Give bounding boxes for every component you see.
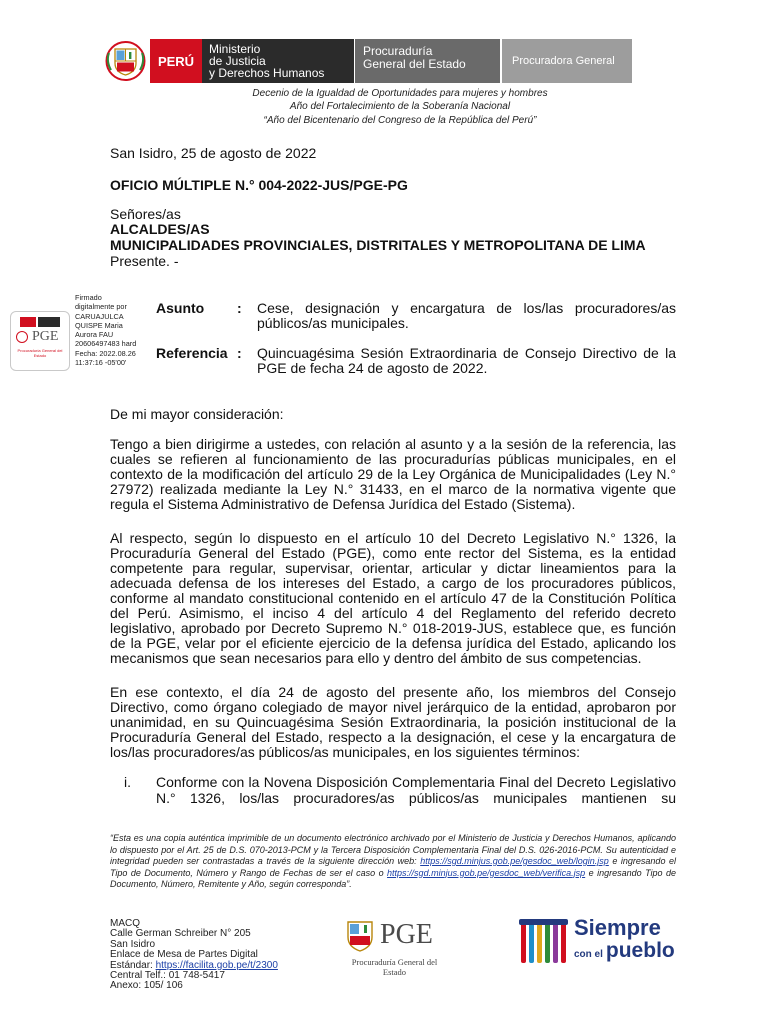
oficio-number: OFICIO MÚLTIPLE N.° 004-2022-JUS/PGE-PG (110, 177, 408, 193)
recipient-line: MUNICIPALIDADES PROVINCIALES, DISTRITALES Y METROPOLITANA DE LIMA (110, 237, 646, 253)
slogan-big: pueblo (605, 939, 675, 962)
ministry-line: y Derechos Humanos (209, 66, 325, 80)
paragraph: En ese contexto, el día 24 de agosto del presente año, los miembros del Consejo Directivo, como órgano colegiado de mayor nivel jerárquico de la entidad, aprobaron por unanimidad, en su Quincuagésima Sesión Extraordinaria, la posición institucional de la Procuraduría General del Estado, respecto a la designación, el cese y la encargatura de los/las procuradores/as públicos/as municipales, en los siguientes términos: (110, 684, 676, 760)
seal-mini-icon (16, 331, 28, 343)
pge-footer-logo (342, 915, 447, 985)
people-figures-icon (518, 916, 570, 968)
asunto-colon: : (237, 300, 242, 316)
referencia-text: PGE de fecha 24 de agosto de 2022. (257, 360, 488, 376)
paragraph: Al respecto, según lo dispuesto en el artículo 10 del Decreto Legislativo N.° 1326, la Procuraduría General del Estado (PGE), como ente rector del Sistema, es la entidad competente para regular, supervisar, orientar, articular y dictar lineamientos para la adecuada defensa de los intereses del Estado, a cargo de los procuradores públicos, conforme al mandato constitucional contenido en el artículo 47 de la Constitución Política del Perú. Asimismo, el inciso 4 del artículo 4 del Reglamento del referido decreto legislativo, aprobado por Decreto Supremo N.° 018-2019-JUS, establece que, es función de la PGE, velar por el eficiente ejercicio de la defensa jurídica del Estado, aplicando los mecanismos que sean necesarios para ello y dentro del ámbito de sus competencias. (110, 530, 676, 666)
pge-mini-logo: PGE (32, 329, 59, 344)
list-marker: i. (124, 774, 131, 790)
siempre-con-el-pueblo-logo (518, 914, 693, 969)
note-text: e ingresando Tipo de Documento, Número, Remitente y Año, según corresponda”. (110, 867, 676, 889)
slogan-line2 (574, 940, 675, 966)
contact-line: Calle German Schreiber N° 205 (110, 928, 251, 940)
referencia-colon: : (237, 345, 242, 361)
recipient-line: ALCALDES/AS (110, 221, 210, 237)
ministry-mini-icon (38, 317, 60, 327)
verify-link[interactable]: https://sgd.minjus.gob.pe/gesdoc_web/verifica.jsp (387, 867, 586, 878)
bicentennial-line: “Año del Bicentenario del Congreso de la República del Perú” (263, 115, 537, 126)
referencia-label: Referencia (156, 345, 228, 361)
agency-line: General del Estado (363, 57, 466, 71)
country-badge (150, 39, 202, 83)
decenio-line: Decenio de la Igualdad de Oportunidades para mujeres y hombres (252, 88, 548, 99)
agency-badge (355, 39, 500, 83)
contact-block (110, 919, 350, 992)
asunto-label: Asunto (156, 300, 205, 316)
paragraph: Tengo a bien dirigirme a ustedes, con relación al asunto y a la sesión de la referencia, las cuales se refieren al funcionamiento de las procuradurías públicas municipales, en el contexto de la modificación del artículo 29 de la Ley Orgánica de Municipalidades (Ley N.° 27972) realizada mediante la Ley N.° 31433, en el marco de la normativa vigente que regula el Sistema Administrativo de Defensa Jurídica del Estado (Sistema). (110, 436, 676, 512)
list-item-text: N.° 1326, los/las procuradores/as públicos/as municipales mantienen su (156, 790, 676, 806)
caption-line: Estado (382, 967, 407, 977)
contact-line: Anexo: 105/ 106 (110, 980, 183, 992)
ministry-badge (202, 39, 354, 83)
pge-footer-title: PGE (380, 919, 433, 950)
office-badge (502, 39, 632, 83)
caption-line: Procuraduría General del (351, 957, 438, 967)
country-label: PERÚ (157, 53, 195, 69)
ministry-line: Ministerio (209, 42, 261, 56)
pge-shield-icon (345, 919, 375, 953)
office-label: Procuradora General (512, 55, 615, 67)
login-link[interactable]: https://sgd.minjus.gob.pe/gesdoc_web/login.jsp (420, 856, 609, 866)
pge-footer-caption (342, 957, 447, 977)
presente-line: Presente. - (110, 253, 179, 269)
agency-line: Procuraduría (363, 44, 433, 58)
flag-icon (20, 317, 36, 327)
note-text: “Esta es una copia auténtica imprimible de un documento electrónico archivado por el Ministerio de Justicia y Derechos Humanos, aplicando lo dispuesto por el Art. 25 de D.S. 070-2013-PCM y la Tercera Disposición Complementaria Final del D.S. 026-2016-PCM. Su autenticidad e integridad pueden ser contrastadas a través de la siguiente dirección web: (110, 833, 676, 866)
contact-label: Estándar: (110, 959, 156, 971)
asunto-text: públicos/as municipales. (257, 315, 409, 331)
referencia-text: Quincuagésima Sesión Extraordinaria de Consejo Directivo de la (257, 345, 676, 361)
asunto-text: Cese, designación y encargatura de los/las procuradores/as (257, 300, 676, 316)
ministry-line: de Justicia (209, 54, 266, 68)
pge-mini-caption: Procuraduría General del Estado (17, 348, 63, 358)
note-text: e ingresando el Tipo de Documento, Número y Rango de Fechas de ser el caso o (110, 856, 676, 878)
digital-signature-text: Firmado digitalmente por CARUAJULCA QUISPE Maria Aurora FAU 20606497483 hard Fecha: 2022.08.26 11:37:16 -05'00' (75, 293, 137, 368)
contact-line: MACQ (110, 918, 140, 929)
contact-line: Enlace de Mesa de Partes Digital (110, 949, 258, 961)
list-item-text: Conforme con la Novena Disposición Complementaria Final del Decreto Legislativo (156, 774, 676, 790)
signature-stamp (10, 311, 70, 371)
facilita-link[interactable]: https://facilita.gob.pe/t/2300 (155, 959, 278, 971)
contact-line: San Isidro (110, 938, 156, 950)
date-line: San Isidro, 25 de agosto de 2022 (110, 145, 317, 161)
salutation: Señores/as (110, 206, 181, 222)
contact-line: Central Telf.: 01 748-5417 (110, 970, 225, 982)
year-name-line: Año del Fortalecimiento de la Soberanía Nacional (289, 101, 511, 112)
authenticity-note (110, 833, 676, 891)
slogan-small: con el (574, 949, 603, 960)
peru-coat-of-arms-icon (103, 39, 148, 83)
slogan-line1: Siempre (574, 915, 661, 940)
greeting: De mi mayor consideración: (110, 406, 284, 422)
